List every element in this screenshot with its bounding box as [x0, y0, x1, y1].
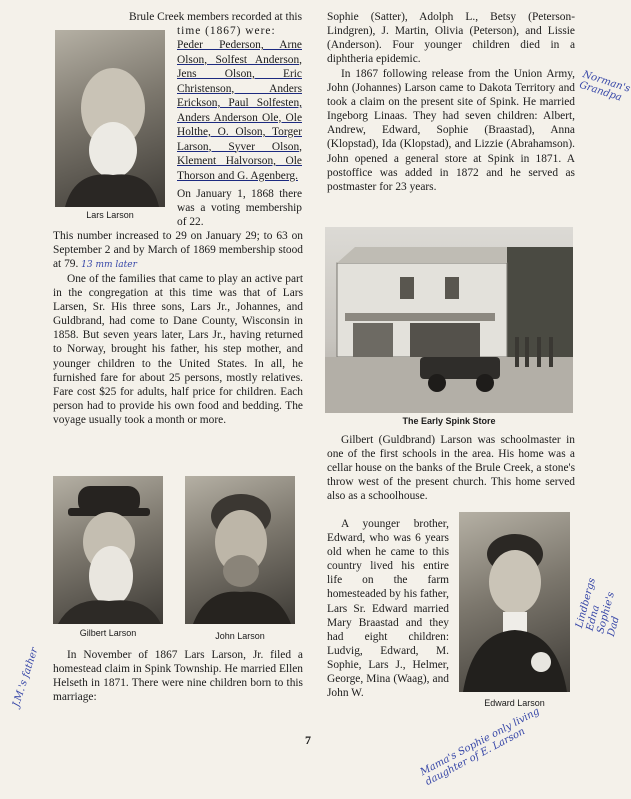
portrait-silhouette: [55, 30, 165, 207]
early-spink-store-photo: [325, 227, 573, 413]
edward-larson-photo: [459, 512, 570, 692]
handwritten-membership-note: 13 mm later: [81, 260, 137, 271]
portrait-silhouette: [185, 476, 295, 624]
caption-gilbert-larson: Gilbert Larson: [79, 628, 137, 638]
handwritten-lindberg: Lindbergs Edna Sophie's Dad: [574, 576, 622, 638]
voting-membership: On January 1, 1868 there was a voting membership of 22.: [177, 188, 302, 228]
portrait-silhouette: [459, 512, 570, 692]
caption-john-larson: John Larson: [215, 631, 265, 641]
store-scene: [325, 227, 573, 413]
paragraph-gilbert: Gilbert (Guldbrand) Larson was schoolmaster in one of the first schools in the area. His home was a cellar house on the banks of the Brule Creek, a stone's throw west of the present church. This home served also as a schoolhouse.: [327, 434, 575, 503]
caption-early-spink-store: The Early Spink Store: [402, 416, 496, 426]
paragraph-november-1867: In November of 1867 Lars Larson, Jr. filed a homestead claim in Spink Township. He married Ellen Helseth in 1871. There were nine children born to this marriage:: [53, 649, 303, 704]
paragraph-children: Sophie (Satter), Adolph L., Betsy (Peterson-Lindgren), J. Martin, Olivia (Peterson), and Lissie (Anderson). Four younger children died in a diphtheria epidemic.: [327, 11, 575, 66]
page-number: 7: [305, 733, 311, 747]
portrait-silhouette: [53, 476, 163, 624]
caption-edward-larson: Edward Larson: [484, 698, 545, 708]
caption-lars-larson: Lars Larson: [86, 210, 134, 220]
paragraph-edward: A younger brother, Edward, who was 6 years old when he came to this country lived his entire life on the farm homesteaded by his father, Lars Sr. Edward married Mary Braastad and they had eight children: Ludvig, Edward, M. Sophie, Lars J., Helmer, George, Mina (Waag), and John W.: [327, 518, 449, 700]
john-larson-photo: [185, 476, 295, 624]
handwritten-mama-sophie: Mama's Sophie only living daughter of E. Larson: [418, 705, 542, 788]
lars-larson-photo: [55, 30, 165, 207]
intro-line-2: time (1867) were:: [177, 25, 276, 37]
handwritten-norman-grandpa: Norman's Grandpa: [577, 69, 631, 104]
paragraph-john-1867: In 1867 following release from the Union Army, John (Johannes) Larson came to Dakota Territory and took a claim on the present site of Spink. He married Ingeborg Linaas. They had seven children: Albert, Andrew, Edward, Sophie (Braastad), Anna (Klopstad), Ida (Klopstad), and Lizzie (Abrahamson). John opened a general store at Spink in 1871. A postoffice was added in 1872 and he served as postmaster for 23 years.: [327, 68, 575, 193]
member-names: Peder Pederson, Arne Olson, Solfest Anderson, Jens Olson, Eric Christenson, Anders Erickson, Paul Solfesten, Anders Anderson Ole, Ole Holthe, O. Olson, Torger Larson, Syver Olson, Klement Halvorson, Ole Thorson and G. Agenberg.: [177, 39, 302, 182]
intro-line-1: Brule Creek members recorded at this: [128, 11, 302, 23]
membership-growth: This number increased to 29 on January 29; to 63 on September 2 and by March of 1869 membership stood at 79. 13 mm later: [53, 230, 303, 271]
gilbert-larson-photo: [53, 476, 163, 624]
paragraph-families: One of the families that came to play an active part in the congregation at this time was that of Lars Larsen, Sr. His three sons, Lars Jr., Johannes, and Guldbrand, had come to Dane County, Wisconsin in 1858. But seven years later, Lars Jr., having returned to Norway, brought his father, his step mother, and younger children to the United States. In all, he furnished fare for about 25 persons, mostly relatives. Fare cost $25 for adults, half price for children. Each person had to provide his own food and bedding. The voyage usually took a month or more.: [53, 273, 303, 426]
handwritten-my-father: J.M.'s father: [10, 646, 41, 709]
